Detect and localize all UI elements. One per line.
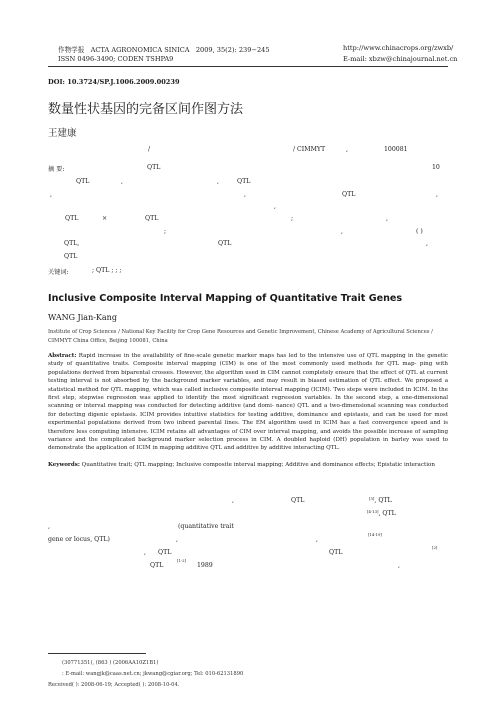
citation-ref[interactable]: [14-19] (368, 531, 382, 537)
abstract-line: lines. The EM algorithm used in ICIM has a fast convergence speed and is therefore less computing intensive. ICIM retains all (48, 420, 448, 435)
cn-abstract-token: ( ) (416, 228, 423, 235)
cn-affiliation-comma: , (346, 146, 348, 153)
citation-ref[interactable]: [3] (369, 495, 375, 501)
intro-ref-group-5 (177, 559, 186, 566)
intro-token: , QTL (378, 510, 396, 517)
english-abstract (48, 352, 448, 453)
journal-issn: ISSN 0496-3490; CODEN TSHPA9 (58, 55, 174, 63)
abstract-line: marker selection process in CIM. A doubled haploid (DH) population in barley was used to demonstrate the application of ICIM (48, 437, 449, 452)
cn-abstract-token: , (217, 178, 219, 185)
cn-abstract-token: , (274, 203, 276, 210)
abstract-line: genetic study of quantitative traits. Composite interval mapping (CIM) is one of the most commonly used methods for QTL map- (48, 353, 449, 368)
cn-abstract-token: , (244, 191, 246, 198)
intro-ref-group-4 (432, 546, 437, 553)
intro-ref-group-2 (367, 510, 396, 517)
intro-token: , QTL (374, 497, 392, 504)
cn-abstract-token: QTL (342, 191, 356, 198)
cn-abstract-token: , (386, 215, 388, 222)
intro-token: QTL (291, 497, 305, 504)
citation-ref[interactable]: [2] (432, 544, 438, 550)
intro-token: , (48, 523, 50, 530)
english-affiliation: Institute of Crop Sciences / National Key Facility for Crop Gene Resources and Genetic Improvement, Chinese Academy of Agricultural Sciences / CIMMYT China Office, Beijing 100081, China (48, 329, 433, 344)
journal-citation: 2009, 35(2): 239−245 (195, 46, 270, 54)
cn-abstract-token: 10 (432, 164, 440, 171)
intro-token: QTL (158, 549, 172, 556)
footnote-received: Received( ): 2008-06-19; Accepted( ): 2008-10-04. (48, 682, 180, 688)
abstract-line: effect of QTL at current testing interval is not absorbed by the background marker variables, and may result in biased estimation (48, 369, 448, 385)
cn-keywords: ; QTL ; ; ; (92, 267, 122, 274)
footnote-fund: (30771351), (863 ) (2006AA10Z1B1) (62, 660, 159, 666)
chinese-author: 王建康 (48, 128, 77, 139)
header-rule (48, 66, 448, 67)
english-title: Inclusive Composite Interval Mapping of Quantitative Trait Genes (48, 293, 403, 304)
cn-abstract-label: 摘 要: (48, 166, 65, 173)
cn-abstract-token: QTL (218, 240, 232, 247)
footnote-rule (48, 653, 146, 654)
journal-email[interactable]: E-mail: xbzw@chinajournal.net.cn (343, 55, 458, 63)
journal-name-cn: 作物学报 (58, 46, 85, 54)
cn-abstract-token: QTL (147, 164, 161, 171)
keywords-label: Keywords: (48, 462, 80, 468)
abstract-label: Abstract: (48, 353, 77, 359)
cn-abstract-token: QTL (76, 178, 90, 185)
cn-abstract-token: × (102, 215, 108, 222)
cn-abstract-token: QTL (237, 178, 251, 185)
cn-abstract-token: , (50, 191, 52, 198)
cn-abstract-token: ; (291, 215, 294, 222)
citation-ref[interactable]: [4-13] (367, 508, 379, 514)
english-keywords (48, 461, 448, 469)
english-author: WANG Jian-Kang (48, 313, 117, 322)
abstract-line: ping with populations derived from biparental crosses. However, the algorithm used in CIM cannot completely ensure that the (48, 361, 448, 376)
intro-token: , (232, 497, 234, 504)
intro-token: (quantitative trait (178, 523, 234, 530)
cn-affiliation-postcode: 100081 (384, 146, 408, 153)
cn-abstract-token: , (426, 240, 428, 247)
keywords-line: Quantitative trait; QTL mapping; Inclusive composite interval mapping; Additive and dominance effects; Epistatic (81, 462, 405, 468)
keywords-line: interaction (404, 462, 435, 468)
abstract-line: testing additive, dominance and epistasis, and can be used for most experimental populations derived from two inbred parental (48, 411, 448, 427)
footnote-contact: : E-mail: wangjk@caas.net.cn; jkwang@cgiar.org; Tel: 010-62131890 (62, 671, 244, 677)
abstract-line: nance) QTL and a two-dimensional scanning was conducted for detecting digenic epistasis. ICIM provides intuitive statistics for (48, 403, 448, 418)
cn-abstract-token: QTL, (64, 240, 80, 247)
abstract-line: Two steps were included in ICIM. In the first step, stepwise regression was applied to identify the most significant regression (48, 386, 448, 402)
abstract-line: Rapid increase in the availability of fine-scale genetic marker maps has led to the intensive use of QTL mapping in the (78, 353, 428, 359)
cn-keywords-label: 关键词: (48, 269, 69, 276)
intro-token: QTL (150, 562, 164, 569)
cn-abstract-token: ; (164, 228, 167, 235)
intro-token: gene or locus, QTL) (48, 536, 110, 543)
intro-ref-group-3 (368, 533, 382, 540)
intro-ref-group (369, 497, 392, 504)
citation-ref[interactable]: [1-2] (177, 557, 187, 563)
intro-token: 1989 (197, 562, 213, 569)
intro-token: , (176, 536, 178, 543)
intro-token: , (316, 536, 318, 543)
cn-affiliation-org: / CIMMYT (293, 146, 326, 153)
chinese-title: 数量性状基因的完备区间作图方法 (48, 102, 244, 117)
cn-abstract-token: , (341, 228, 343, 235)
intro-token: QTL (329, 549, 343, 556)
intro-token: , (144, 549, 146, 556)
abstract-line: of QTL effect. We proposed a statistical method for QTL mapping, which was called inclusive composite interval mapping (ICIM). (48, 378, 448, 393)
journal-url[interactable]: http://www.chinacrops.org/zwxb/ (343, 44, 454, 52)
intro-token: , (398, 562, 400, 569)
journal-header-left (58, 44, 270, 54)
journal-name-en: ACTA AGRONOMICA SINICA (90, 46, 190, 54)
abstract-text (48, 353, 448, 451)
abstract-line: variables. In the second step, a one-dimensional scanning or interval mapping was conducted for detecting additive (and domi- (48, 395, 448, 410)
cn-abstract-token: QTL (65, 215, 79, 222)
cn-abstract-token: , (436, 191, 438, 198)
doi[interactable]: DOI: 10.3724/SP.J.1006.2009.00239 (48, 78, 180, 86)
cn-affiliation-slash: / (148, 146, 151, 153)
cn-abstract-token: QTL (64, 253, 78, 260)
cn-abstract-token: QTL (145, 215, 159, 222)
abstract-line: advantages of CIM over interval mapping, and avoids the possible increase of sampling variance and the complicated background (48, 428, 449, 444)
abstract-line: in mapping additive QTL and additive by additive interacting QTL. (152, 445, 340, 452)
keywords-text (82, 462, 435, 468)
cn-abstract-token: , (121, 178, 123, 185)
